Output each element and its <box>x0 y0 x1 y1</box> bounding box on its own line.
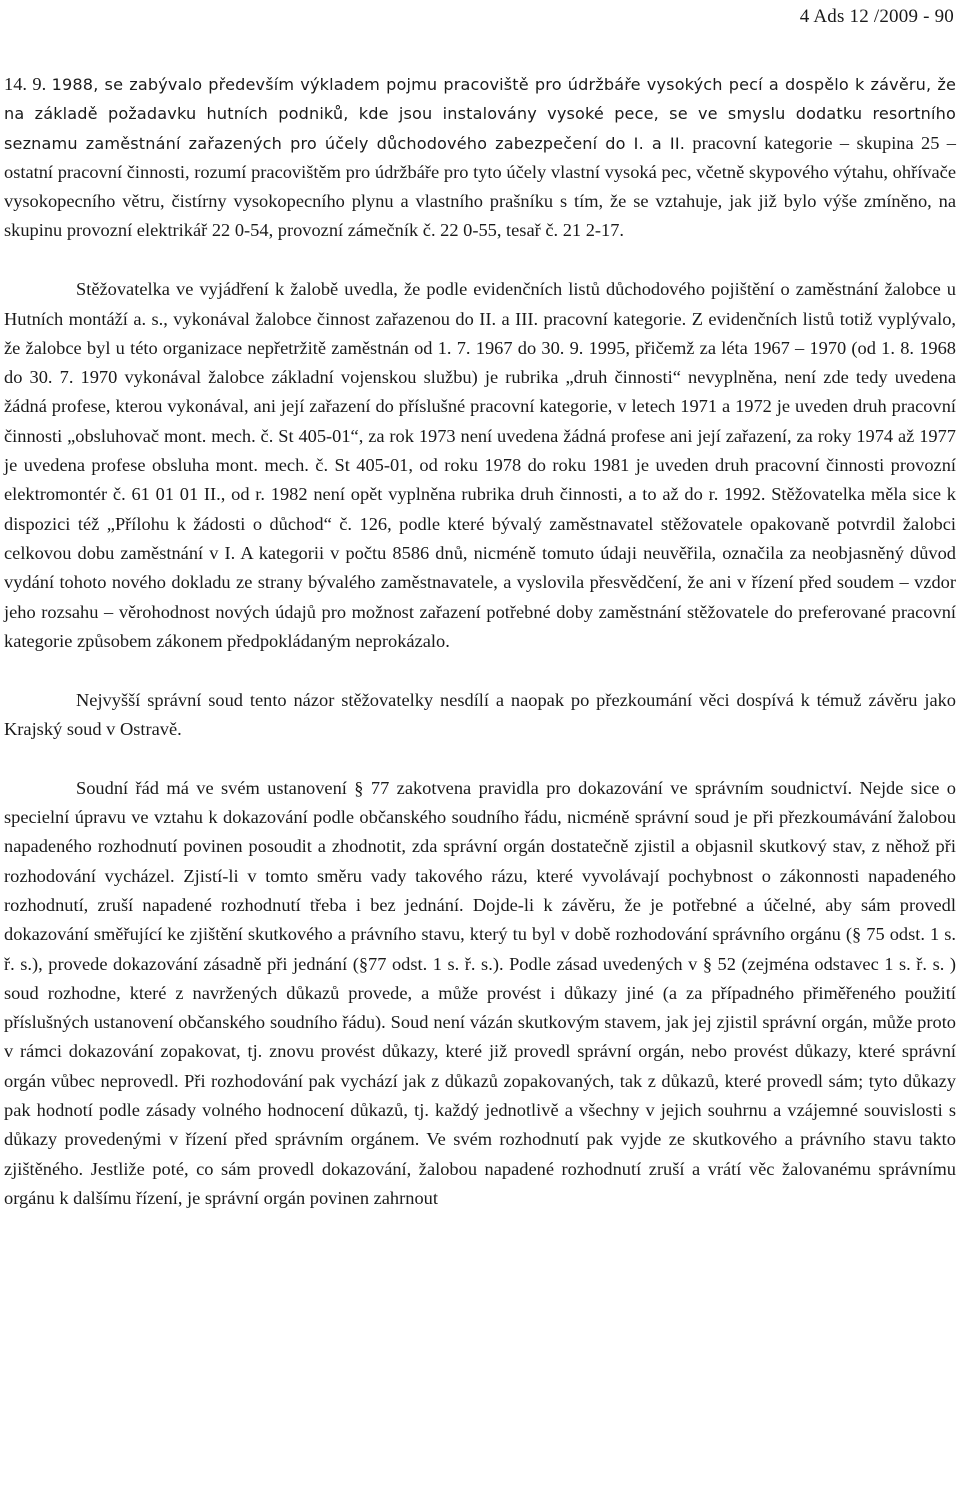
paragraph-court-opinion: Nejvyšší správní soud tento názor stěžovatelky nesdílí a naopak po přezkoumání věci dospívá k témuž závěru jako Krajský soud v Ostravě. <box>4 689 956 739</box>
paragraph-complainant-statement: Stěžovatelka ve vyjádření k žalobě uvedla, že podle evidenčních listů důchodového pojištění o zaměstnání žalobce u Hutních montáží a. s., vykonával žalobce činnost zařazenou do II. a III. pracovní kategorie. Z evidenčních listů totiž vyplývalo, že žalobce byl u této organizace nepřetržitě zaměstnán od 1. 7. 1967 do 30. 9. 1995, přičemž za léta 1967 – 1970 (od 1. 8. 1968 do 30. 7. 1970 vykonával žalobce základní vojenskou službu) je rubrika „druh činnosti“ nevyplněna, není zde tedy uvedena žádná profese, kterou vykonával, ani její zařazení do příslušné pracovní kategorie, v letech 1971 a 1972 je uveden druh pracovní činnosti „obsluhovač mont. mech. č. St 405-01“, za rok 1973 není uvedena žádná profese ani její zařazení, za roky 1974 až 1977 je uvedena profese obsluha mont. mech. č. St 405-01, od roku 1978 do roku 1981 je uveden druh pracovní činnosti provozní elektromontér č. 61 01 01 II., od r. 1982 není opět vyplněna rubrika druh činnosti, a to až do r. 1992. Stěžovatelka měla sice k dispozici též „Přílohu k žádosti o důchod“ č. 126, podle které bývalý zaměstnavatel stěžovatele opakovaně potvrdil žalobci celkovou dobu zaměstnání v I. A kategorii v počtu 8586 dnů, nicméně tomuto údaji neuvěřila, označila za neobjasněný důvod vydání tohoto nového dokladu ze strany bývalého zaměstnavatele, a vyslovila přesvědčení, že ani v řízení před soudem – vzdor jeho rozsahu – věrohodnost nových údajů pro možnost zařazení potřebné doby zaměstnání stěžovatele do preferované pracovní kategorie způsobem zákonem předpokládaným neprokázalo. <box>4 279 956 651</box>
paragraph-1-date-fragment: 14. 9. <box>4 74 52 94</box>
paragraph-continuation <box>4 70 956 246</box>
document-body <box>4 70 956 1213</box>
paragraph-1-text: pracovní kategorie – skupina 25 – ostatní pracovní činnosti, rozumí pracovištěm pro údržbáře pro tyto účely vlastní vysoká pec, včetně skypového výtahu, ohřívače vysokopecního větru, čistírny vysokopecního plynu a vlastního prašníku s tím, že se vztahuje, jak již bylo výše zmíněno, na skupinu provozní elektrikář 22 0-54, provozní zámečník č. 22 0-55, tesař č. 21 2-17. <box>4 132 956 241</box>
page-header-case-number: 4 Ads 12 /2009 - 90 <box>799 6 954 27</box>
paragraph-evidence-rules: Soudní řád má ve svém ustanovení § 77 zakotvena pravidla pro dokazování ve správním soudnictví. Nejde sice o specielní úpravu ve vztahu k dokazování podle občanského soudního řádu, nicméně správní soud je při přezkoumávání žalobou napadeného rozhodnutí povinen posoudit a zhodnotit, zda správní orgán dostatečně zjistil a objasnil skutkový stav, z něhož při rozhodování vycházel. Zjistí-li v tomto směru vady takového rázu, které vyvolávají pochybnost o zákonnosti napadeného rozhodnutí, zruší napadené rozhodnutí třeba i bez jednání. Dojde-li k závěru, že je potřebné a účelné, aby sám provedl dokazování směřující ke zjištění skutkového a právního stavu, který tu byl v době rozhodování správního orgánu (§ 75 odst. 1 s. ř. s.), provede dokazování zásadně při jednání (§77 odst. 1 s. ř. s.). Podle zásad uvedených v § 52 (zejména odstavec 1 s. ř. s. ) soud rozhodne, které z navržených důkazů provede, a může provést i důkazy jiné (a za případného přiměřeného použití příslušných ustanovení občanského soudního řádu). Soud není vázán skutkovým stavem, jak jej zjistil správní orgán, může proto v rámci dokazování zopakovat, tj. znovu provést důkazy, které již provedl správní orgán, nebo provést důkazy, které správní orgán vůbec neprovedl. Při rozhodování pak vychází jak z důkazů zopakovaných, tak z důkazů, které provedl sám; tyto důkazy pak hodnotí podle zásady volného hodnocení důkazů, tj. každý jednotlivě a všechny v jejich souhrnu a vzájemné souvislosti s důkazy provedenými v řízení před správním orgánem. Ve svém rozhodnutí pak vyjde ze skutkového a právního stavu takto zjištěného. Jestliže poté, co sám provedl dokazování, žalobou napadené rozhodnutí zruší a vrátí věc žalovanému správnímu orgánu k dalšímu řízení, je správní orgán povinen zahrnout <box>4 777 956 1208</box>
paragraph-1-text-alt-font: 1988, se zabývalo především výkladem pojmu pracoviště pro údržbáře vysokých pecí a dospělo k závěru, že na základě požadavku hutních podniků, kde jsou instalovány vysoké pece, se ve smyslu dodatku resortního seznamu zaměstnání zařazených pro účely důchodového zabezpečení do I. a II. <box>4 75 956 153</box>
